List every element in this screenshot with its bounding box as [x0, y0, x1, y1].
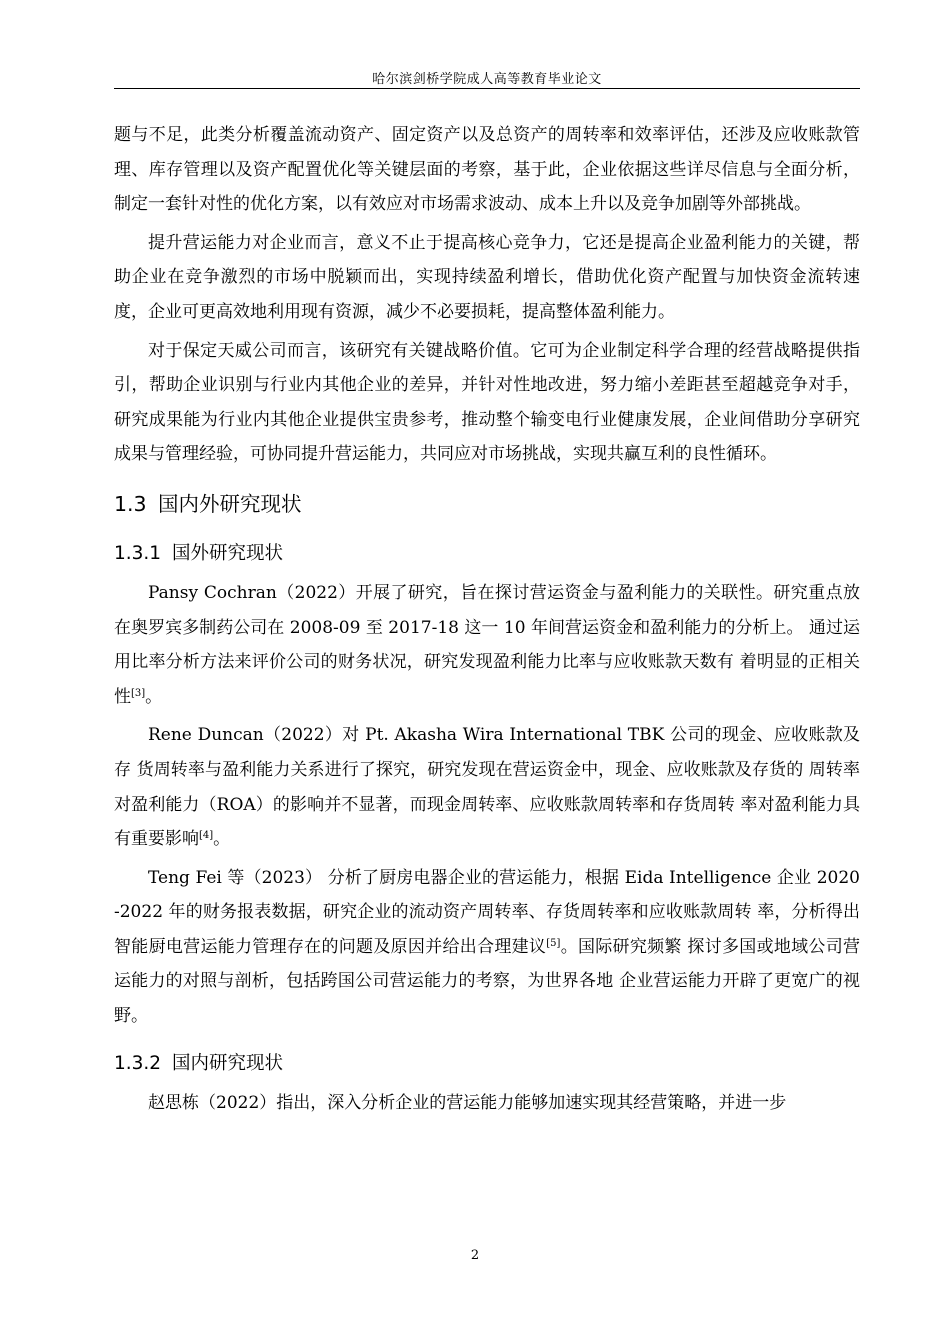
paragraph-domestic-1: 赵思栋（2022）指出，深入分析企业的营运能力能够加速实现其经营策略，并进一步	[148, 1092, 787, 1113]
section-number: 1.3	[114, 491, 147, 516]
body-text	[114, 118, 860, 1124]
paragraph-text: Rene Duncan（2022）对 Pt. Akasha Wira International TBK 公司的现金、应收账款及存 货周转率与盈利能力关系进行了探究，研究发现在营运资金中，现金、应收账款及存货的 周转率对盈利能力（ROA）的影响并不显著，而现金周转率、应收账款周转率和存货周转 率对盈利能力具有重要影响	[114, 725, 860, 850]
paragraph-foreign-1	[114, 576, 860, 714]
subsection-title: 国外研究现状	[172, 542, 284, 564]
citation-ref: [4]	[199, 830, 214, 842]
paragraph-tail: 。	[145, 686, 163, 707]
page-number: 2	[470, 1248, 480, 1263]
header-rule	[114, 88, 860, 89]
section-heading-1-3	[114, 476, 860, 528]
paragraph-text: Pansy Cochran（2022）开展了研究，旨在探讨营运资金与盈利能力的关联性。研究重点放在奥罗宾多制药公司在 2008-09 至 2017-18 这一 10 年间营运资金和盈利能力的分析上。 通过运用比率分析方法来评价公司的财务状况，研究发现盈利能力比率与应收账款天数有 着明显的正相关性	[114, 582, 860, 707]
section-heading	[114, 487, 302, 517]
paragraph-text: Teng Fei 等（2023） 分析了厨房电器企业的营运能力，根据 Eida Intelligence 企业 2020-2022 年的财务报表数据，研究企业的流动资产周转率、存货周转率和应收账款周转 率，分析得出智能厨电营运能力管理存在的问题及原因并给出合理建议	[114, 867, 860, 957]
running-header: 哈尔滨剑桥学院成人高等教育毕业论文	[372, 72, 602, 87]
paragraph-foreign-2	[114, 718, 860, 856]
subsection-heading	[114, 1049, 283, 1075]
subsection-heading-1-3-1	[114, 528, 860, 576]
paragraph-foreign-3	[114, 861, 860, 1034]
citation-ref: [3]	[131, 687, 146, 699]
paragraph-tail: 。国际研究频繁 探讨多国或地域公司营运能力的对照与剖析，包括跨国公司营运能力的考察，为世界各地 企业营运能力开辟了更宽广的视野。	[114, 936, 861, 1027]
subsection-title: 国内研究现状	[172, 1052, 284, 1074]
paragraph: 提升营运能力对企业而言，意义不止于提高核心竞争力，它还是提高企业盈利能力的关键，帮助企业在竞争激烈的市场中脱颖而出，实现持续盈利增长，借助优化资产配置与加快资金流转速度，企业可更高效地利用现有资源，减少不必要损耗，提高整体盈利能力。	[114, 232, 860, 322]
subsection-number: 1.3.2	[114, 1052, 162, 1074]
paragraph: 对于保定天威公司而言，该研究有关键战略价值。它可为企业制定科学合理的经营战略提供指引，帮助企业识别与行业内其他企业的差异，并针对性地改进，努力缩小差距甚至超越竞争对手，研究成果能为行业内其他企业提供宝贵参考，推动整个输变电行业健康发展，企业间借助分享研究成果与管理经验，可协同提升营运能力，共同应对市场挑战，实现共赢互利的良性循环。	[114, 340, 860, 465]
paragraph: 题与不足，此类分析覆盖流动资产、固定资产以及总资产的周转率和效率评估，还涉及应收账款管理、库存管理以及资产配置优化等关键层面的考察，基于此，企业依据这些详尽信息与全面分析，制定一套针对性的优化方案，以有效应对市场需求波动、成本上升以及竞争加剧等外部挑战。	[114, 125, 860, 215]
citation-ref: [5]	[546, 937, 561, 949]
subsection-heading	[114, 539, 283, 565]
paragraph-tail: 。	[213, 829, 231, 850]
section-title: 国内外研究现状	[158, 491, 302, 516]
subsection-number: 1.3.1	[114, 542, 162, 564]
subsection-heading-1-3-2	[114, 1038, 860, 1086]
